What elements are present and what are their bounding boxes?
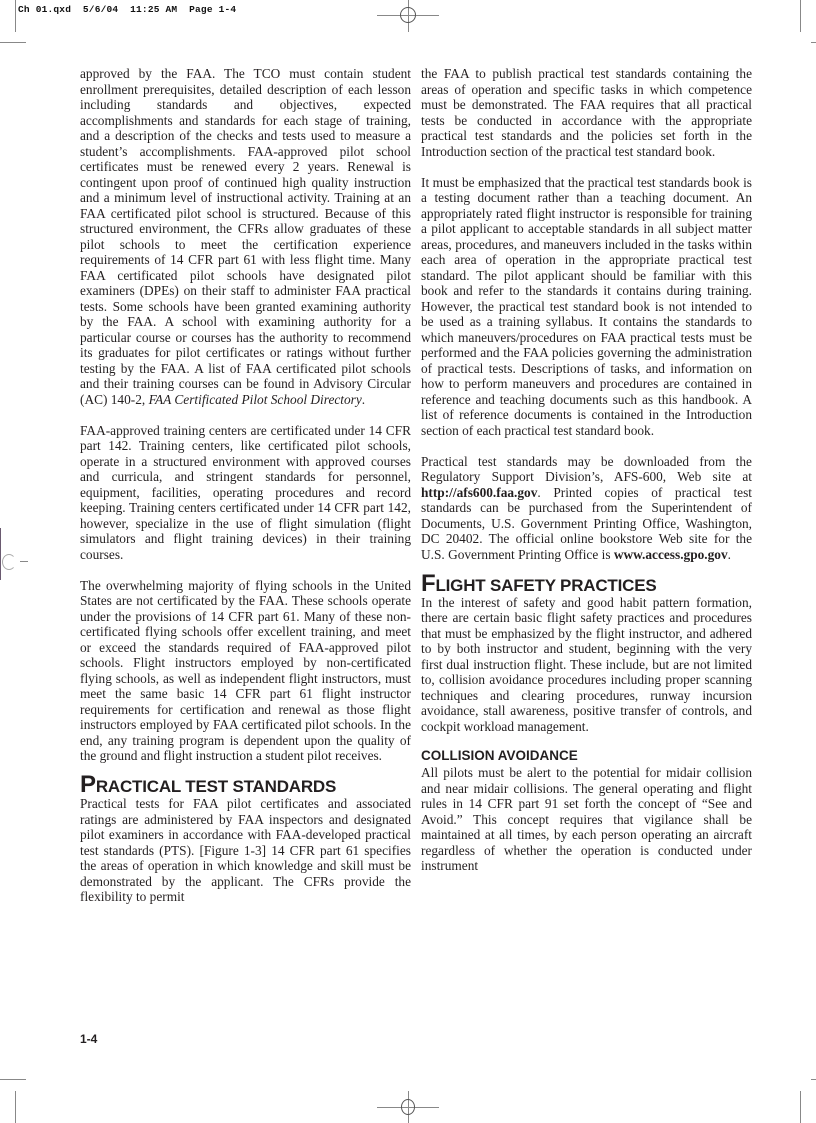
crop-mark-bottom-right-v (800, 1091, 801, 1123)
print-slug: Ch 01.qxd 5/6/04 11:25 AM Page 1-4 (18, 4, 237, 15)
heading-flight-safety-practices: FLIGHT SAFETY PRACTICES (421, 569, 657, 597)
left-column (80, 66, 411, 905)
paragraph-pts-publish: the FAA to publish practical test standards containing the areas of operation and specific tasks in which competence must be demonstrated. The FAA requires that all practical tests be conducted in accordance with the appropriate practical test standards and the policies set forth in the Introduction section of the practical test standard book. (421, 66, 752, 159)
crop-mark-top-left-v (15, 0, 16, 32)
crop-mark-bottom-left-v (15, 1091, 16, 1123)
ac-title-italic: FAA Certificated Pilot School Directory (148, 391, 362, 407)
crop-mark-top-right-h (811, 42, 816, 43)
crop-mark-top-right-v (800, 0, 801, 32)
paragraph-tco: approved by the FAA. The TCO must contain student enrollment prerequisites, detailed description of each lesson including standards and objectives, expected accomplishments and standards for each stage of training, and a description of the checks and tests used to measure a student’s accomplishments. FAA-approved pilot school certificates must be renewed every 2 years. Renewal is contingent upon proof of continued high quality instruction and a minimum level of instructional activity. Training at an FAA certificated pilot school is structured. Because of this structured environment, the CFRs allow graduates of these pilot schools to meet the certification experience requirements of 14 CFR part 61 with less flight time. Many FAA certificated pilot schools have designated pilot examiners (DPEs) on their staff to administer FAA practical tests. Some schools have been granted examining authority by the FAA. A school with examining authority for a particular course or courses has the authority to recommend its graduates for pilot certificates or ratings without further testing by the FAA. A list of FAA certificated pilot schools and their training courses can be found in Advisory Circular (AC) 140-2, FAA Certificated Pilot School Directory. (80, 66, 411, 407)
crop-mark-bottom-left-h (0, 1079, 26, 1080)
heading-practical-test-standards: PRACTICAL TEST STANDARDS (80, 771, 337, 798)
heading-collision-avoidance: COLLISION AVOIDANCE (421, 748, 578, 763)
link-gpo[interactable]: www.access.gpo.gov (613, 546, 728, 562)
paragraph-practical-tests: Practical tests for FAA pilot certificates and associated ratings are administered by FAA inspectors and designated pilot examiners in accordance with FAA-developed practical test standards (PTS). [Figure 1-3] 14 CFR part 61 specifies the areas of operation in which knowledge and skill must be demonstrated by the applicant. The CFRs provide the flexibility to permit (80, 796, 411, 904)
paragraph-non-certificated-schools: The overwhelming majority of flying schools in the United States are not certificated by the FAA. These schools operate under the provisions of 14 CFR part 61. Many of these non-certificated flying schools offer excellent training, and meet or exceed the standards required of FAA-approved pilot schools. Flight instructors employed by non-certificated flying schools, as well as independent flight instructors, must meet the same basic 14 CFR part 61 flight instructor requirements for certification and renewal as those flight instructors employed by FAA certificated pilot schools. In the end, any training program is dependent upon the quality of the ground and flight instruction a student pilot receives. (80, 577, 411, 763)
paragraph-training-centers: FAA-approved training centers are certificated under 14 CFR part 142. Training centers, like certificated pilot schools, operate in a structured environment with approved courses and curricula, and stringent standards for personnel, equipment, facilities, operating procedures and record keeping. Training centers certificated under 14 CFR part 142, however, specialize in the use of flight simulation (flight simulators and flight training devices) in their training courses. (80, 422, 411, 562)
paragraph-flight-safety: In the interest of safety and good habit pattern formation, there are certain basic flight safety practices and procedures that must be emphasized by the flight instructor, and adhered to by both instructor and student, beginning with the very first dual instruction flight. These include, but are not limited to, collision avoidance procedures including proper scanning techniques and clearing procedures, runway incursion avoidance, stall awareness, positive transfer of controls, and cockpit workload management. (421, 594, 752, 734)
paragraph-pts-download: Practical test standards may be downloaded from the Regulatory Support Division’s, AFS-600, Web site at http://afs600.faa.gov. Printed copies of practical test standards can be purchased from the Superintendent of Documents, U.S. Government Printing Office, Washington, DC 20402. The official online bookstore Web site for the U.S. Government Printing Office is www.access.gpo.gov. (421, 453, 752, 562)
crop-mark-bottom-right-h (811, 1079, 816, 1080)
paragraph-collision-avoidance: All pilots must be alert to the potential for midair collision and near midair collisions. The general operating and flight rules in 14 CFR part 91 set forth the concept of “See and Avoid.” This concept requires that vigilance shall be maintained at all times, by each person operating an aircraft regardless of whether the operation is conducted under instrument (421, 765, 752, 873)
link-afs600[interactable]: http://afs600.faa.gov (421, 484, 538, 500)
paragraph-pts-testing-document: It must be emphasized that the practical test standards book is a testing document rather than a teaching document. An appropriately rated flight instructor is responsible for training a pilot applicant to acceptable standards in all subject matter areas, procedures, and maneuvers included in the tasks within each area of operation in the appropriate practical test standard. The pilot applicant should be familiar with this book and refer to the standards it contains during training. However, the practical test standard book is not intended to be used as a training syllabus. It contains the standards to which maneuvers/procedures on FAA practical tests must be performed and the FAA policies governing the administration of practical tests. Descriptions of tasks, and information on how to perform maneuvers and procedures are contained in reference and teaching documents such as this handbook. A list of reference documents is contained in the Introduction section of each practical test standard book. (421, 174, 752, 438)
page-number: 1-4 (80, 1032, 98, 1046)
right-column (421, 66, 752, 874)
crop-mark-top-left-h (0, 42, 26, 43)
